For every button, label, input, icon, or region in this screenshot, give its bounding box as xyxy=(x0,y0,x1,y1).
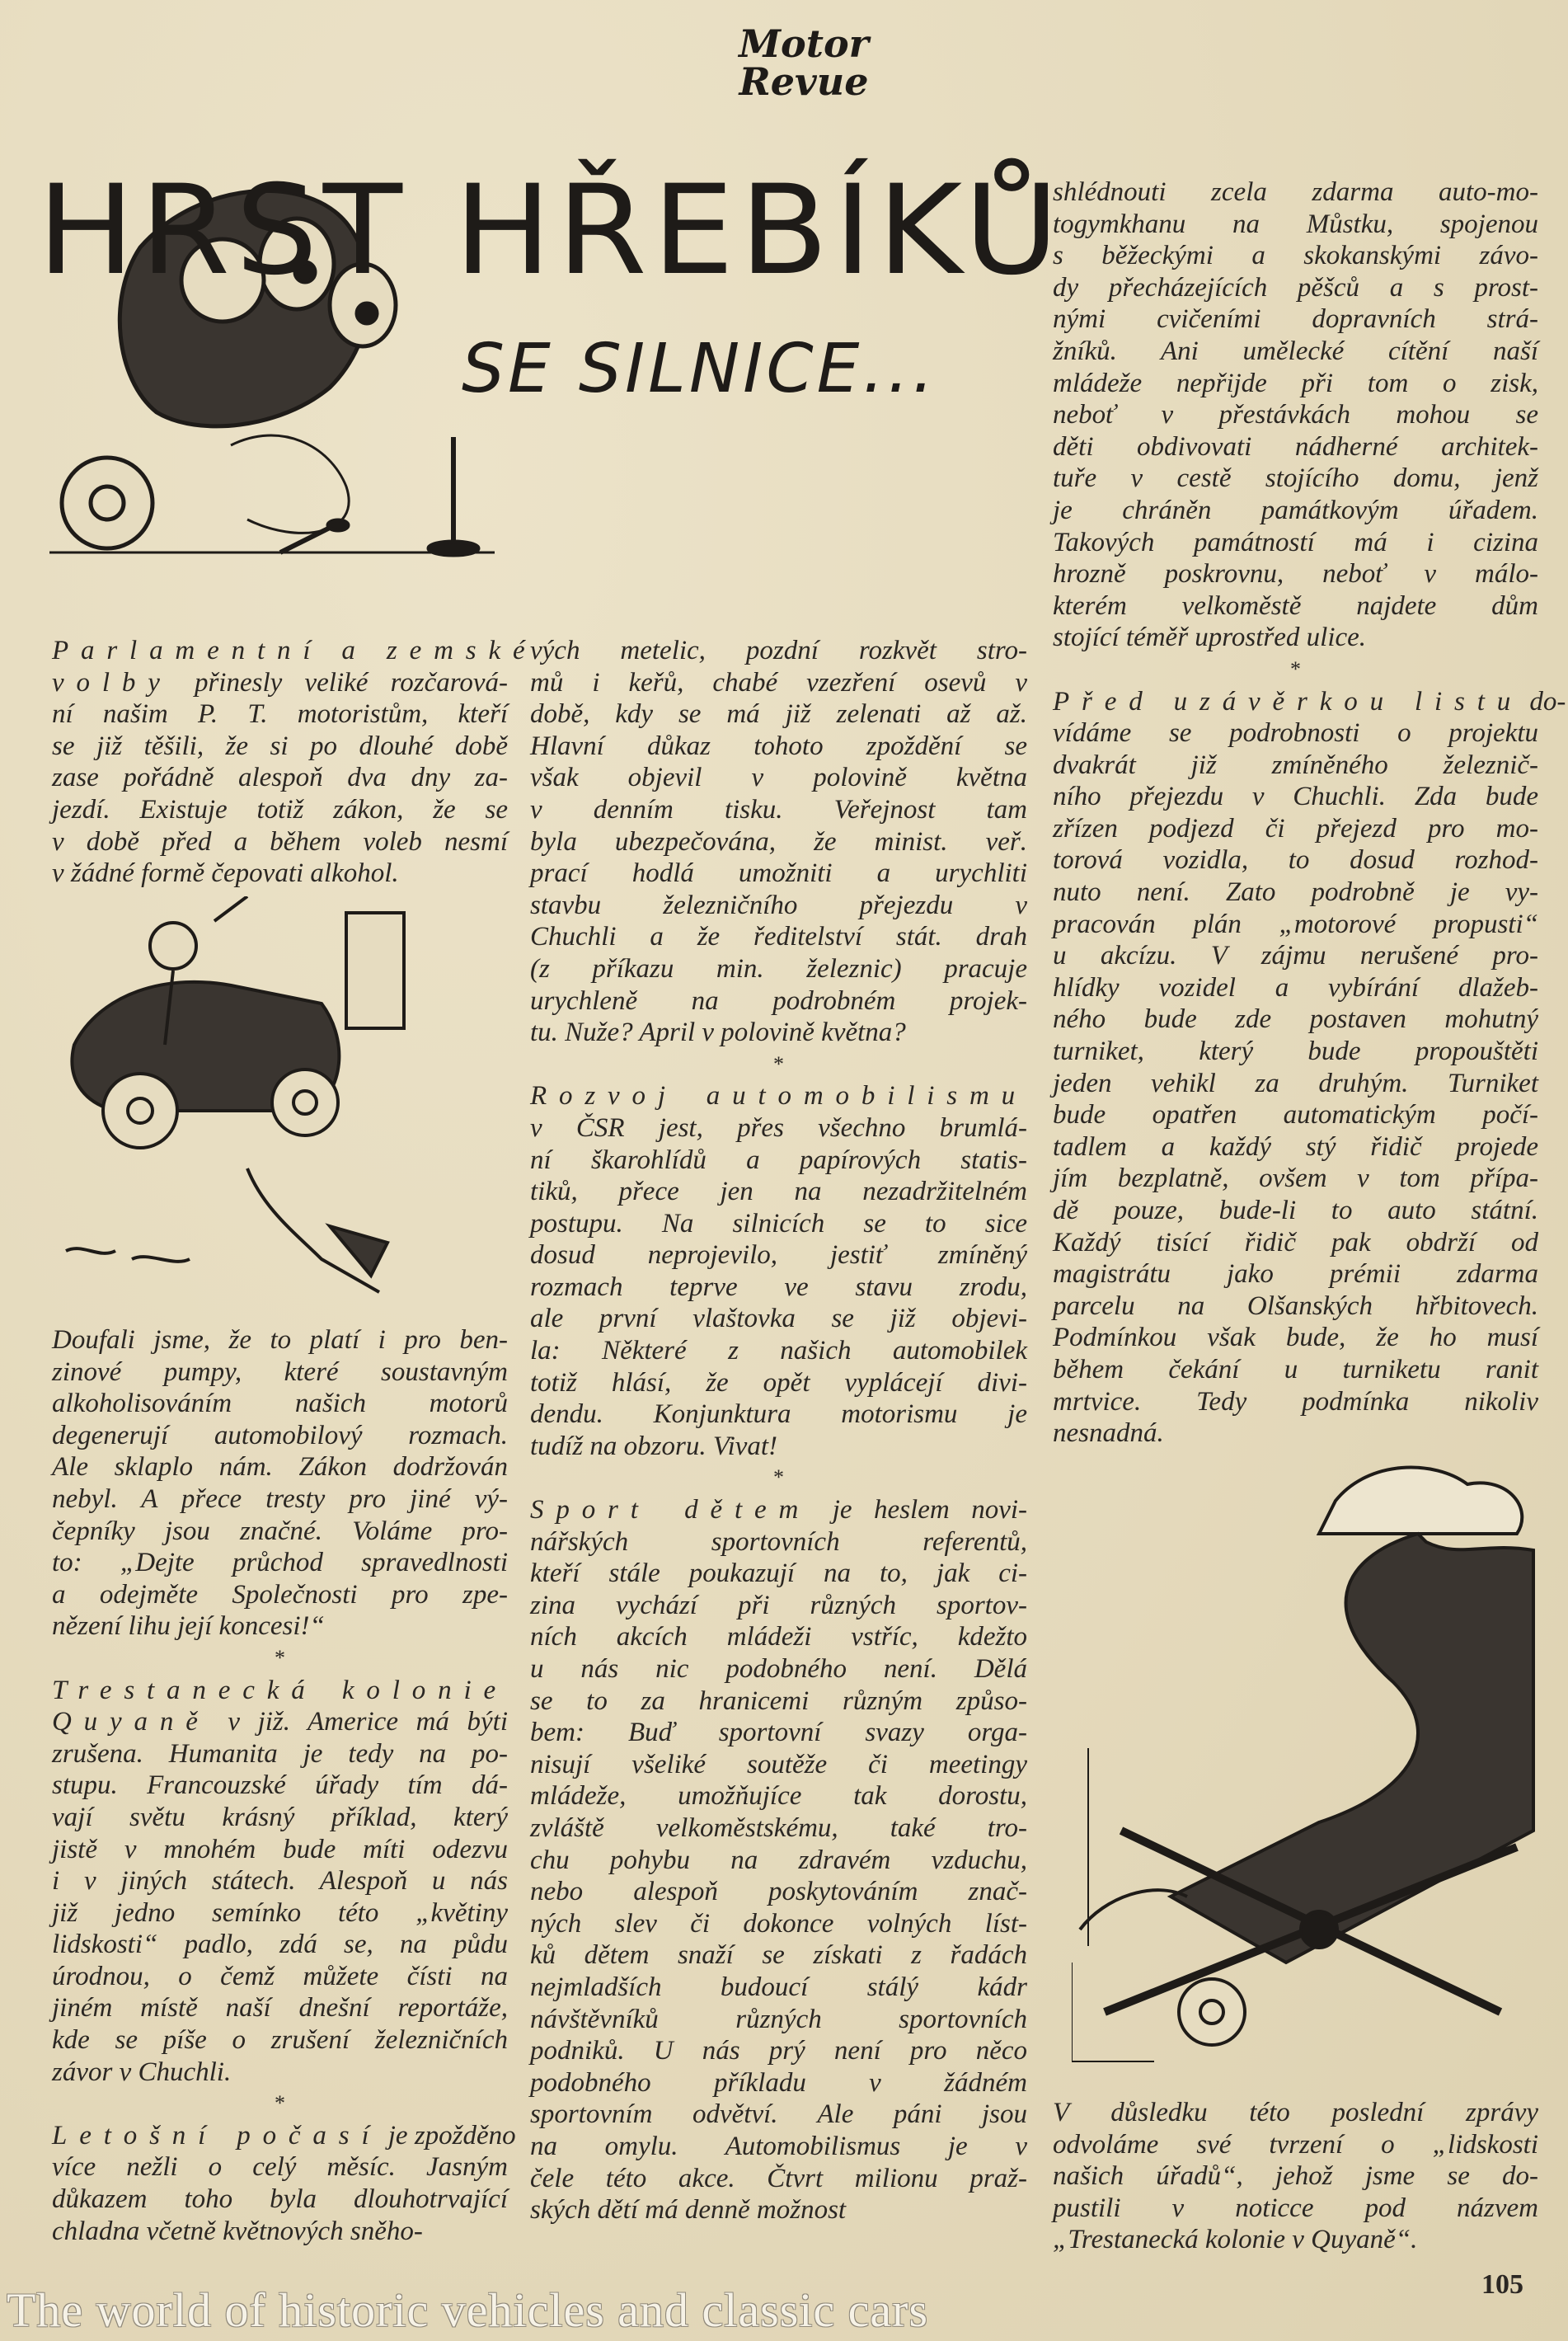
paragraph xyxy=(530,635,1027,1049)
text-line: zrušena. Humanita je tedy na po- xyxy=(52,1738,508,1769)
text-line: ných slev či dokonce volných líst- xyxy=(530,1908,1027,1939)
column-1-intro xyxy=(52,635,538,890)
spaced-lead-words: Quyaně xyxy=(52,1707,210,1737)
text-line: čele této akce. Čtvrt milionu praž- xyxy=(530,2163,1027,2193)
spaced-lead-words: Před uzávěrkou listu xyxy=(1053,686,1523,717)
text-line: jeden vehikl za druhým. Turniket xyxy=(1053,1068,1538,1098)
text-line: bude opatřen automatickým počí- xyxy=(1053,1100,1538,1131)
paragraph xyxy=(1053,686,1566,1450)
text-line: kde se píše o zrušení železničních xyxy=(52,2025,508,2056)
text-line: vají světu krásný příklad, který xyxy=(52,1802,508,1832)
text-line: žníků. Ani umělecké cítění naší xyxy=(1053,336,1538,366)
text-line: nebyl. A přece tresty pro jiné vý- xyxy=(52,1483,508,1514)
text-line: pustili v noticce pod názvem xyxy=(1053,2193,1538,2223)
text-line: kterém velkoměstě najdete dům xyxy=(1053,590,1538,621)
text-line: togymkhanu na Můstku, spojenou xyxy=(1053,209,1538,239)
text-line: na omylu. Automobilismus je v xyxy=(530,2131,1027,2161)
text-line: „Trestanecká kolonie v Quyaně“. xyxy=(1053,2225,1418,2255)
text-line: Ale sklaplo nám. Zákon dodržován xyxy=(52,1452,508,1483)
text-line: (z příkazu min. železnic) pracuje xyxy=(530,953,1027,984)
spaced-lead-words: Trestanecká kolonie xyxy=(52,1675,508,1705)
text-line: parcelu na Olšanských hřbitovech. xyxy=(1053,1290,1538,1321)
text-line: Podmínkou však bude, že ho musí xyxy=(1053,1323,1538,1353)
text-line: tiků, přece jen na nezadržitelném xyxy=(530,1177,1027,1207)
text-line: zase pořádně alespoň dva dny za- xyxy=(52,763,508,793)
paragraph xyxy=(1053,176,1538,654)
text-line: děti obdivovati nádherné architek- xyxy=(1053,431,1538,462)
text-line: odvoláme své tvrzení o „lidskosti xyxy=(1053,2129,1538,2160)
text-line: tudíž na obzoru. Vivat! xyxy=(530,1431,778,1461)
spaced-lead-words: volby xyxy=(52,667,172,698)
text-line: tuře v cestě stojícího domu, jenž xyxy=(1053,463,1538,494)
text-line: v žádné formě čepovati alkohol. xyxy=(52,858,399,889)
spaced-lead-words: Letošní počasí xyxy=(52,2120,382,2151)
text-line: dendu. Konjunktura motorismu je xyxy=(530,1399,1027,1430)
column-3-closing xyxy=(1053,2097,1538,2256)
text-line: dvakrát již zmíněného železnič- xyxy=(1053,750,1538,780)
text-line: postupu. Na silnicích se to sice xyxy=(530,1208,1027,1239)
text-line: dy přecházejících pěšců a s prost- xyxy=(1053,272,1538,303)
text-line: nisují všeliké soutěže či meetingy xyxy=(530,1749,1027,1779)
text-line: nářských sportovních referentů, xyxy=(530,1526,1027,1557)
text-line: mů i keřů, chabé vzezření osevů v xyxy=(530,667,1027,698)
text-line: jiném místě naší dnešní reportáže, xyxy=(52,1993,508,2024)
watermark-tagline: The world of historic vehicles and classic cars xyxy=(7,2283,929,2337)
text-line: vých metelic, pozdní rozkvět stro- xyxy=(530,636,1027,665)
column-1-body xyxy=(52,1324,516,2247)
text-line: sportovním odvětví. Ale páni jsou xyxy=(530,2099,1027,2130)
text-line: chu pohybu na zdravém vzduchu, xyxy=(530,1845,1027,1875)
text-line: shlédnouti zcela zdarma auto-mo- xyxy=(1053,177,1538,207)
text-line: jezdí. Existuje totiž zákon, že se xyxy=(52,794,508,825)
text-line: ských dětí má denně možnost xyxy=(530,2195,847,2226)
column-2 xyxy=(530,635,1027,2226)
text-line: v ČSR jest, přes všechno brumlá- xyxy=(530,1112,1027,1143)
paragraph xyxy=(530,1494,1027,2226)
text-line xyxy=(52,1675,508,1707)
section-separator-star: * xyxy=(275,2091,285,2116)
text-line: se již těšili, že si po dlouhé době xyxy=(52,731,508,761)
text-line: hrozně poskrovnu, neboť v málo- xyxy=(1053,559,1538,590)
text-line: Doufali jsme, že to platí i pro ben- xyxy=(52,1325,508,1355)
text-line: jím bezplatně, ovšem v tom přípa- xyxy=(1053,1163,1538,1194)
text-line: ného bude zde postaven mohutný xyxy=(1053,1004,1538,1035)
text-line: podniků. U nás prý není pro něco xyxy=(530,2036,1027,2066)
text-line: nými cvičeními dopravních strá- xyxy=(1053,304,1538,335)
text-line: totiž hlásí, že opět vyplácejí divi- xyxy=(530,1367,1027,1398)
spaced-lead-words: Sport dětem xyxy=(530,1495,811,1525)
text-line: urychleně na podrobném projek- xyxy=(530,985,1027,1016)
line-text: v již. Americe má býti xyxy=(209,1707,508,1737)
text-line: u nás nic podobného není. Dělá xyxy=(530,1654,1027,1684)
text-line xyxy=(52,1706,508,1738)
turnstile-traffic-cartoon xyxy=(1072,1435,1542,2070)
text-line: čepníky jsou značné. Voláme pro- xyxy=(52,1516,508,1546)
text-line: magistrátu jako prémii zdarma xyxy=(1053,1259,1538,1290)
text-line: důkazem toho byla dlouhotrvající xyxy=(52,2184,508,2215)
text-line: se to za hranicemi různým způso- xyxy=(530,1685,1027,1716)
text-line: nejmladších budoucí stálý kádr xyxy=(530,1972,1027,2002)
line-text: do- xyxy=(1523,686,1566,717)
text-line: během čekání u turniketu ranit xyxy=(1053,1354,1538,1384)
text-line: to: „Dejte průchod spravedlnosti xyxy=(52,1548,508,1578)
section-separator-star: * xyxy=(773,1051,784,1076)
text-line: našich úřadů“, jehož jsme se do- xyxy=(1053,2161,1538,2192)
text-line: je chráněn památkovým úřadem. xyxy=(1053,495,1538,525)
text-line: závor v Chuchli. xyxy=(52,2057,232,2087)
text-line: úrodnou, o čemž můžete čísti na xyxy=(52,1961,508,1991)
section-separator-star: * xyxy=(773,1465,784,1490)
text-line: mládeže, umožňujíce tak dorostu, xyxy=(530,1781,1027,1812)
line-text: je zpožděno xyxy=(381,2120,516,2151)
text-line xyxy=(1053,686,1566,718)
text-line: tu. Nuže? April v polovině května? xyxy=(530,1018,906,1048)
text-line: dosud neprojevilo, jestiť zmíněný xyxy=(530,1240,1027,1271)
section-separator-star: * xyxy=(1290,656,1301,681)
spaced-lead-words: Parlamentní a zemské xyxy=(52,636,538,665)
text-line: zvláště velkoměstskému, také tro- xyxy=(530,1812,1027,1843)
line-text: je heslem novi- xyxy=(810,1495,1028,1525)
text-line: stupu. Francouzské úřady tím dá- xyxy=(52,1770,508,1801)
text-line: ního přejezdu v Chuchli. Zda bude xyxy=(1053,782,1538,812)
text-line: nesnadná. xyxy=(1053,1418,1164,1449)
paragraph xyxy=(52,1675,508,2089)
text-line: prací hodlá umožniti a urychliti xyxy=(530,858,1027,889)
paragraph xyxy=(52,2120,516,2247)
text-line: bem: Buď sportovní svazy orga- xyxy=(530,1718,1027,1748)
text-line: zina vychází při různých sportov- xyxy=(530,1590,1027,1620)
text-line: kteří stále poukazují na to, jak ci- xyxy=(530,1558,1027,1589)
text-line: zinové pumpy, které soustavným xyxy=(52,1356,508,1387)
text-line: Hlavní důkaz tohoto zpoždění se xyxy=(530,731,1027,761)
text-line: návštěvníků různých sportovních xyxy=(530,2004,1027,2034)
text-line: Takových památností má i cizina xyxy=(1053,527,1538,557)
text-line: ale první vlaštovka se již objevi- xyxy=(530,1304,1027,1334)
petrol-pump-cartoon xyxy=(49,896,511,1300)
text-line: chladna včetně květnových sněho- xyxy=(52,2216,423,2246)
text-line xyxy=(530,1494,1027,1526)
text-line: již jedno semínko této „květiny xyxy=(52,1897,508,1928)
section-separator-star: * xyxy=(275,1645,285,1670)
text-line: však objevil v polovině května xyxy=(530,763,1027,793)
text-line: více nežli o celý měsíc. Jasným xyxy=(52,2152,508,2183)
text-line: ních akcích mládeži vstříc, kdežto xyxy=(530,1622,1027,1652)
text-line xyxy=(52,667,508,699)
text-line: pracován plán „motorové propusti“ xyxy=(1053,909,1538,939)
paragraph xyxy=(52,635,538,890)
text-line: ků dětem snaží se získati z řadách xyxy=(530,1940,1027,1971)
text-line: stojící téměř uprostřed ulice. xyxy=(1053,623,1367,653)
text-line: byla ubezpečována, že minist. veř. xyxy=(530,826,1027,857)
text-line: jistě v mnohém bude míti odezvu xyxy=(52,1834,508,1864)
text-line: ní našim P. T. motoristům, kteří xyxy=(52,699,508,730)
text-line: stavbu železničního přejezdu v xyxy=(530,890,1027,920)
text-line: hlídky vozidel a vybírání dlažeb- xyxy=(1053,972,1538,1003)
text-line: Chuchli a že ředitelství stát. drah xyxy=(530,922,1027,952)
paragraph xyxy=(1053,2097,1538,2256)
article-title: HRST HŘEBÍKŮ xyxy=(37,159,1064,303)
text-line: V důsledku této poslední zprávy xyxy=(1053,2098,1538,2127)
text-line: nebo alespoň poskytováním znač- xyxy=(530,1877,1027,1907)
text-line: dě pouze, bude-li to auto státní. xyxy=(1053,1196,1538,1225)
motor-revue-logo xyxy=(725,21,882,104)
line-text: přinesly veliké rozčarová- xyxy=(171,667,508,698)
paragraph xyxy=(52,1324,508,1643)
text-line: degenerují automobilový rozmach. xyxy=(52,1420,508,1450)
text-line: la: Některé z našich automobilek xyxy=(530,1336,1027,1366)
text-line xyxy=(52,635,538,667)
logo-line-2: Revue xyxy=(739,59,869,104)
text-line: ní škarohlídů a papírových statis- xyxy=(530,1145,1027,1175)
text-line xyxy=(52,2120,516,2152)
article-subtitle: SE SILNICE... xyxy=(462,330,937,408)
text-line: s běžeckými a skokanskými závo- xyxy=(1053,241,1538,271)
text-line: v době před a během voleb nesmí xyxy=(52,826,508,857)
text-line: nězení lihu její koncesi!“ xyxy=(52,1611,325,1642)
text-line: rozmach teprve ve stavu zrodu, xyxy=(530,1272,1027,1302)
column-3 xyxy=(1053,176,1566,1450)
text-line: mládeže nepřijde při tom o zisk, xyxy=(1053,368,1538,398)
page-number: 105 xyxy=(1481,2269,1523,2300)
text-line: alkoholisováním našich motorů xyxy=(52,1389,508,1419)
text-line: nuto není. Zato podrobně je vy- xyxy=(1053,877,1538,908)
spaced-lead-words: Rozvoj automobilismu xyxy=(530,1081,1027,1112)
logo-line-1: Motor xyxy=(739,21,869,66)
text-line xyxy=(530,1080,1027,1112)
text-line: Každý tisící řidič pak obdrží od xyxy=(1053,1227,1538,1257)
text-line: zřízen podjezd či přejezd pro mo- xyxy=(1053,813,1538,844)
text-line: době, kdy se má již zelenati až až. xyxy=(530,699,1027,730)
text-line: mrtvice. Tedy podmínka nikoliv xyxy=(1053,1386,1538,1417)
text-line: a odejměte Společnosti pro zpe- xyxy=(52,1579,508,1610)
paragraph xyxy=(530,1080,1027,1462)
text-line: i v jiných státech. Alespoň u nás xyxy=(52,1866,508,1897)
text-line: u akcízu. V zájmu nerušené pro- xyxy=(1053,941,1538,971)
text-line: neboť v přestávkách mohou se xyxy=(1053,400,1538,430)
text-line: turniket, který bude propouštěti xyxy=(1053,1037,1538,1067)
text-line: v denním tisku. Veřejnost tam xyxy=(530,794,1027,825)
text-line: tadlem a každý stý řidič projede xyxy=(1053,1131,1538,1162)
text-line: torová vozidla, to dosud rozhod- xyxy=(1053,845,1538,876)
text-line: lidskosti“ padlo, zdá se, na půdu xyxy=(52,1930,508,1960)
text-line: vídáme se podrobnosti o projektu xyxy=(1053,718,1538,749)
text-line: podobného příkladu v žádném xyxy=(530,2067,1027,2098)
